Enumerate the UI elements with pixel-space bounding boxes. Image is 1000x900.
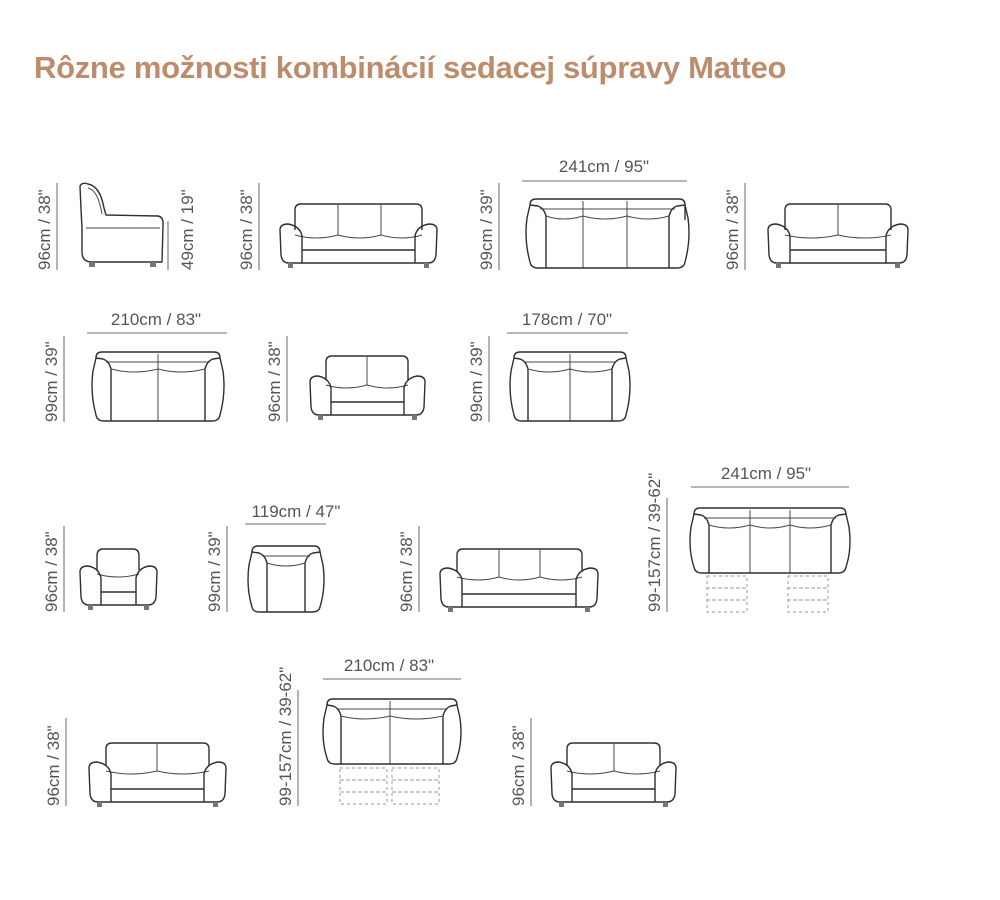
armchair-wide-arms [205, 502, 340, 612]
sofa-2-seat-recliner [276, 656, 461, 806]
sofa-3-seat-recliner [645, 464, 850, 612]
height-label: 96cm / 38" [44, 725, 63, 806]
sofa-2-seat-wide-arms-178 [467, 310, 630, 422]
height-label: 99cm / 39" [205, 531, 224, 612]
height-label: 99cm / 39" [467, 341, 486, 422]
width-label: 241cm / 95" [720, 464, 812, 483]
height-label: 96cm / 38" [265, 341, 284, 422]
height-label: 96cm / 38" [397, 531, 416, 612]
height-label: 99-157cm / 39-62" [645, 472, 664, 612]
sofa-2-seat-front-2 [44, 718, 226, 807]
height-label: 96cm / 38" [237, 189, 256, 270]
sofa-2-seat-front [723, 183, 908, 270]
armchair-side-view [35, 183, 197, 270]
height-label: 99cm / 39" [42, 341, 61, 422]
height-label: 99cm / 39" [477, 189, 496, 270]
width-label: 119cm / 47" [251, 502, 341, 521]
loveseat-front [265, 336, 425, 422]
height-label: 96cm / 38" [42, 531, 61, 612]
width-label: 210cm / 83" [110, 310, 202, 329]
height-label: 96cm / 38" [723, 189, 742, 270]
page-title: Rôzne možnosti kombinácií sedacej súpravy Matteo [34, 50, 787, 85]
width-label: 241cm / 95" [558, 157, 650, 176]
height-label: 96cm / 38" [35, 189, 54, 270]
width-label: 210cm / 83" [343, 656, 435, 675]
armchair-front [42, 526, 157, 612]
sofa-3-seat-front [237, 183, 437, 270]
height-label: 99-157cm / 39-62" [276, 666, 295, 806]
sofa-3-seat-wide-arms [477, 157, 689, 270]
loveseat-front-2 [509, 718, 676, 807]
height-label: 96cm / 38" [509, 725, 528, 806]
seat-height-label: 49cm / 19" [178, 189, 197, 270]
width-label: 178cm / 70" [521, 310, 613, 329]
sofa-2-seat-wide-arms-210 [42, 310, 227, 422]
sofa-3-seat-front-2 [397, 526, 598, 612]
